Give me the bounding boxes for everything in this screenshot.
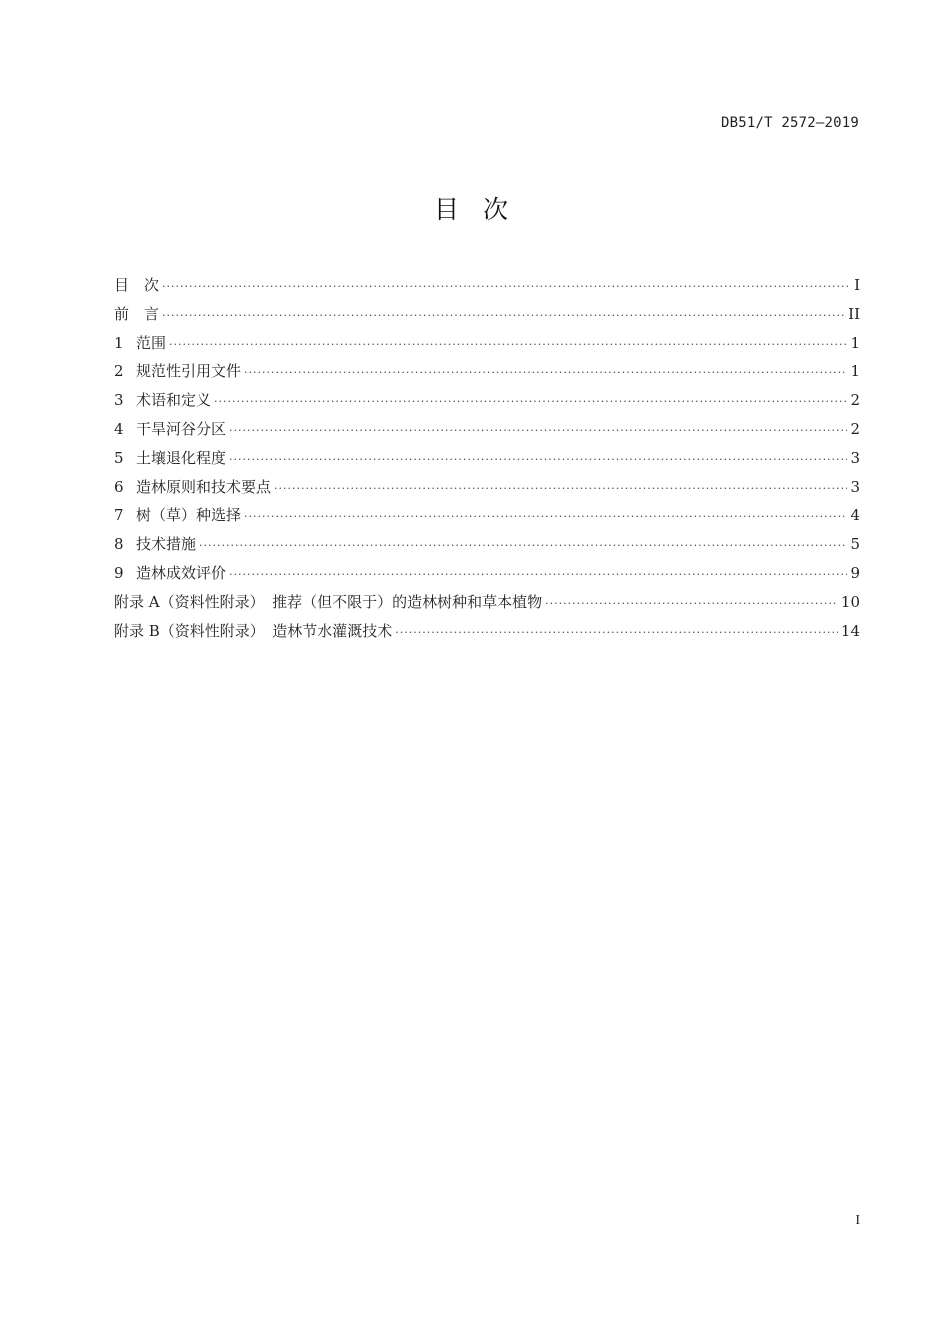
toc-entry-8[interactable] bbox=[114, 534, 860, 563]
toc-dot-leader bbox=[274, 479, 847, 499]
toc-entry-page: 4 bbox=[850, 506, 860, 525]
toc-entry-number: 6 bbox=[114, 477, 124, 496]
toc-entry-foreword[interactable] bbox=[114, 304, 860, 333]
toc-entry-contents[interactable] bbox=[114, 275, 860, 304]
toc-entry-text: 造林成效评价 bbox=[136, 563, 227, 582]
toc-dot-leader bbox=[229, 565, 847, 585]
toc-entry-text: 附录 A（资料性附录） 推荐（但不限于）的造林树种和草本植物 bbox=[114, 592, 543, 611]
toc-entry-text: 附录 B（资料性附录） 造林节水灌溉技术 bbox=[114, 621, 393, 640]
toc-entry-page: 3 bbox=[850, 477, 860, 496]
toc-entry-text: 前 言 bbox=[114, 304, 160, 323]
toc-dot-leader bbox=[244, 363, 847, 383]
page-title: 目 次 bbox=[434, 195, 516, 224]
toc-dot-leader bbox=[229, 450, 847, 470]
toc-entry-page: 3 bbox=[850, 448, 860, 467]
toc-entry-page: 9 bbox=[850, 563, 860, 582]
toc-dot-leader bbox=[395, 623, 838, 643]
toc-dot-leader bbox=[199, 536, 847, 556]
document-number: DB51/T 2572—2019 bbox=[720, 115, 859, 131]
toc-dot-leader bbox=[169, 335, 847, 355]
toc-entry-7[interactable] bbox=[114, 505, 860, 534]
toc-entry-number: 1 bbox=[114, 333, 124, 352]
page-number: I bbox=[855, 1213, 860, 1228]
toc-entry-text: 干旱河谷分区 bbox=[136, 419, 227, 438]
toc-dot-leader bbox=[162, 306, 845, 326]
toc-entry-number: 7 bbox=[114, 506, 124, 525]
toc-entry-page: 2 bbox=[850, 391, 860, 410]
toc-entry-6[interactable] bbox=[114, 477, 860, 506]
toc-entry-text: 造林原则和技术要点 bbox=[136, 477, 272, 496]
toc-entry-page: 10 bbox=[840, 592, 860, 611]
toc-entry-text: 树（草）种选择 bbox=[136, 506, 242, 525]
toc-entry-page: 14 bbox=[840, 621, 860, 640]
toc-entry-page: I bbox=[854, 276, 860, 294]
toc-entry-page: 1 bbox=[850, 362, 860, 381]
toc-entry-number: 8 bbox=[114, 535, 124, 554]
toc-entry-page: 5 bbox=[850, 535, 860, 554]
toc-entry-number: 2 bbox=[114, 362, 124, 381]
table-of-contents bbox=[114, 275, 860, 649]
toc-entry-text: 土壤退化程度 bbox=[136, 448, 227, 467]
toc-dot-leader bbox=[545, 594, 838, 614]
toc-entry-number: 5 bbox=[114, 448, 124, 467]
toc-dot-leader bbox=[244, 507, 847, 527]
toc-entry-2[interactable] bbox=[114, 361, 860, 390]
toc-dot-leader bbox=[229, 421, 847, 441]
toc-entry-text: 范围 bbox=[136, 333, 167, 352]
toc-entry-appendix-a[interactable] bbox=[114, 592, 860, 621]
toc-entry-number: 3 bbox=[114, 391, 124, 410]
toc-entry-1[interactable] bbox=[114, 333, 860, 362]
toc-entry-5[interactable] bbox=[114, 448, 860, 477]
toc-entry-number: 9 bbox=[114, 563, 124, 582]
toc-dot-leader bbox=[162, 277, 851, 297]
toc-entry-text: 技术措施 bbox=[136, 535, 197, 554]
toc-dot-leader bbox=[214, 392, 847, 412]
toc-entry-text: 术语和定义 bbox=[136, 391, 212, 410]
toc-entry-3[interactable] bbox=[114, 390, 860, 419]
toc-entry-number: 4 bbox=[114, 419, 124, 438]
toc-entry-appendix-b[interactable] bbox=[114, 621, 860, 650]
toc-entry-page: 2 bbox=[850, 419, 860, 438]
toc-entry-text: 目 次 bbox=[114, 276, 160, 294]
toc-entry-9[interactable] bbox=[114, 563, 860, 592]
toc-entry-text: 规范性引用文件 bbox=[136, 362, 242, 381]
toc-entry-4[interactable] bbox=[114, 419, 860, 448]
toc-entry-page: 1 bbox=[850, 333, 860, 352]
toc-entry-page: II bbox=[848, 304, 860, 323]
